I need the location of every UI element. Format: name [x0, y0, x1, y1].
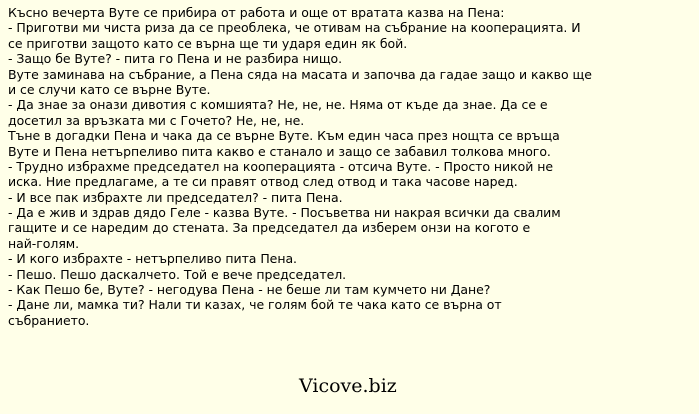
text-line: - Трудно избрахме председател на кооперацията - отсича Вуте. - Просто никой не	[8, 158, 553, 174]
text-line: най-голям.	[8, 235, 80, 251]
text-line: Вуте заминава на събрание, а Пена сяда на масата и започва да гадае защо и какво ще	[8, 66, 592, 82]
text-line: гащите и се наредим до стената. За председател да изберем онзи на когото е	[8, 220, 531, 236]
text-line: - Приготви ми чиста риза да се преоблека, че отивам на събрание на кооперацията. И	[8, 20, 581, 36]
text-line: - Дане ли, мамка ти? Нали ти казах, че голям бой те чака като се върна от	[8, 297, 502, 313]
text-line: се приготви защото като се върна ще ти ударя един як бой.	[8, 35, 408, 51]
text-line: иска. Ние предлагаме, а те си правят отвод след отвод и така часове наред.	[8, 174, 518, 190]
text-line: - Как Пешо бе, Вуте? - негодува Пена - не беше ли там кумчето ни Дане?	[8, 282, 491, 298]
text-line: - Да е жив и здрав дядо Геле - казва Вуте. - Посъветва ни накрая всички да свалим	[8, 205, 561, 221]
text-line: и се случи като се върне Вуте.	[8, 81, 211, 97]
text-line: досетил за връзката ми с Гочето? Не, не, не.	[8, 112, 305, 128]
joke-text	[8, 5, 698, 328]
text-line: - Пешо. Пешо даскалчето. Той е вече председател.	[8, 266, 347, 282]
text-line: Тъне в догадки Пена и чака да се върне Вуте. Към един часа през нощта се връща	[8, 128, 560, 144]
text-line: - И все пак избрахте ли председател? - пита Пена.	[8, 189, 343, 205]
text-line: събранието.	[8, 312, 90, 328]
text-line: Вуте и Пена нетърпеливо пита какво е станало и защо се забавил толкова много.	[8, 143, 551, 159]
text-line: Късно вечерта Вуте се прибира от работа и още от вратата казва на Пена:	[8, 5, 505, 20]
text-line: - И кого избрахте - нетърпеливо пита Пена.	[8, 251, 297, 267]
text-line: - Да знае за онази дивотия с комшията? Не, не, не. Няма от къде да знае. Да се е	[8, 97, 548, 113]
text-line: - Защо бе Вуте? - пита го Пена и не разбира нищо.	[8, 51, 343, 67]
site-watermark: Vicove.biz	[299, 375, 397, 397]
